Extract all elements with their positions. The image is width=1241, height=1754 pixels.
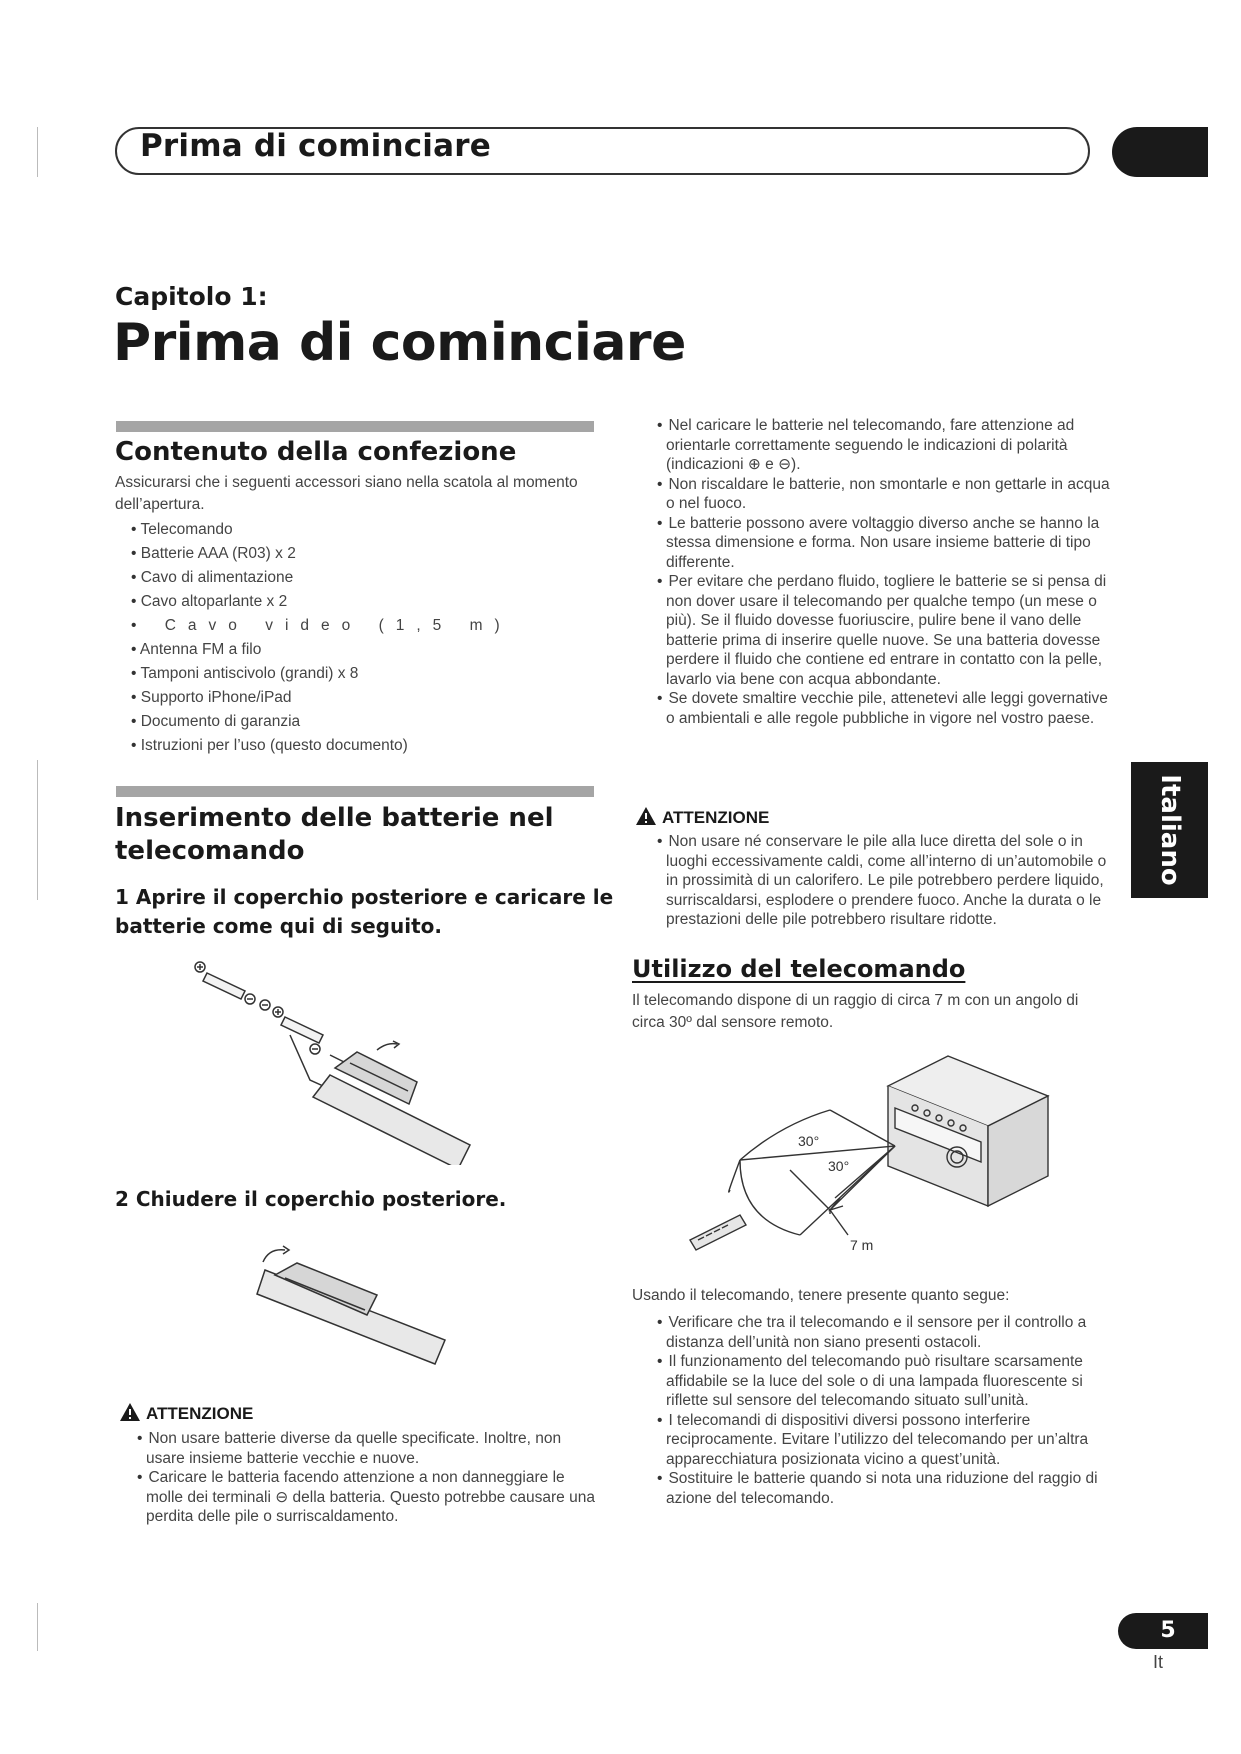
list-item: • Per evitare che perdano fluido, togliere le batterie se si pensa di non dover usare il telecomando per qualche tempo (un mese o più). Se il fluido dovesse fuoriuscire, pulire bene il vano delle batterie prima di inserire quelle nuove. Se una batteria dovesse perdere il fluido che contiene ed entrare in contatto con la pelle, lavarlo via bene con acqua abbondante. — [648, 572, 1118, 689]
language-tab — [1131, 762, 1208, 898]
header-title: Prima di cominciare — [140, 128, 491, 164]
remote-intro: Il telecomando dispone di un raggio di circa 7 m con un angolo di circa 30º dal sensore remoto. — [632, 992, 1079, 1031]
section-heading-remote: Utilizzo del telecomando — [632, 955, 966, 983]
list-item: • Antenna FM a filo — [131, 638, 591, 662]
section-heading-batteries-1: Inserimento delle batterie nel — [115, 803, 554, 833]
chapter-label: Capitolo 1: — [115, 282, 268, 311]
warning-icon — [119, 1402, 141, 1422]
close-cover-illustration — [255, 1240, 455, 1370]
battery-insertion-illustration — [185, 955, 525, 1165]
step2-heading: 2 Chiudere il coperchio posteriore. — [115, 1187, 507, 1211]
right-warning — [648, 832, 1108, 930]
chapter-title: Prima di cominciare — [113, 313, 686, 373]
list-item: • Istruzioni per l’uso (questo documento) — [131, 734, 591, 758]
list-item: • Batterie AAA (R03) x 2 — [131, 542, 591, 566]
list-item: • Cavo altoparlante x 2 — [131, 590, 591, 614]
list-item: • Le batterie possono avere voltaggio diverso anche se hanno la stessa dimensione e forma. Non usare insieme batterie di tipo differente. — [648, 514, 1118, 573]
contents-intro: Assicurarsi che i seguenti accessori siano nella scatola al momento dell’apertura. — [115, 474, 578, 513]
battery-precautions — [648, 416, 1118, 728]
warning-title — [119, 1402, 253, 1424]
list-item: • Il funzionamento del telecomando può risultare scarsamente affidabile se la luce del sole o di una lampada fluorescente si riflette sul sensore del telecomando situato sull’unità. — [648, 1352, 1113, 1411]
margin-rule — [37, 760, 38, 900]
section-heading-batteries-2: telecomando — [115, 836, 305, 866]
warning-title — [635, 806, 769, 828]
margin-rule — [37, 1603, 38, 1651]
contents-list — [131, 518, 591, 758]
list-item: • Tamponi antiscivolo (grandi) x 8 — [131, 662, 591, 686]
angle-label-2: 30° — [828, 1158, 850, 1174]
warning-icon — [635, 806, 657, 826]
list-item: • Caricare le batteria facendo attenzione a non danneggiare le molle dei terminali ⊖ della batteria. Questo potrebbe causare una perdita delle pile o surriscaldamento. — [128, 1468, 598, 1527]
distance-label: 7 m — [850, 1237, 874, 1253]
list-item: • Non riscaldare le batterie, non smontarle e non gettarle in acqua o nel fuoco. — [648, 475, 1118, 514]
header-tab — [1112, 127, 1208, 177]
list-item: • Sostituire le batterie quando si nota una riduzione del raggio di azione del telecomando. — [648, 1469, 1113, 1508]
warning-title-text: ATTENZIONE — [146, 1404, 254, 1423]
list-item: • Se dovete smaltire vecchie pile, attenetevi alle leggi governative o ambientali e alle regole pubbliche in vigore nel vostro paese. — [648, 689, 1118, 728]
remote-notes — [648, 1313, 1113, 1508]
section-divider — [116, 786, 594, 797]
list-item: • Telecomando — [131, 518, 591, 542]
remote-lead: Usando il telecomando, tenere presente quanto segue: — [632, 1287, 1010, 1304]
list-item: • Non usare batterie diverse da quelle specificate. Inoltre, non usare insieme batterie vecchie e nuove. — [128, 1429, 598, 1468]
language-tab-label: Italiano — [1154, 774, 1185, 886]
list-item: • Documento di garanzia — [131, 710, 591, 734]
list-item: • Cavo video (1,5 m) — [131, 614, 591, 638]
list-item: • Cavo di alimentazione — [131, 566, 591, 590]
section-heading-contents: Contenuto della confezione — [115, 437, 517, 467]
margin-rule — [37, 127, 38, 177]
remote-range-diagram — [680, 1050, 1060, 1280]
list-item: • Nel caricare le batterie nel telecomando, fare attenzione ad orientarle correttamente seguendo le indicazioni di polarità (indicazioni ⊕ e ⊖). — [648, 416, 1118, 475]
page-number: 5 — [1118, 1613, 1208, 1649]
list-item: • Supporto iPhone/iPad — [131, 686, 591, 710]
section-divider — [116, 421, 594, 432]
language-code: It — [1153, 1652, 1164, 1672]
list-item: • Non usare né conservare le pile alla luce diretta del sole o in luoghi eccessivamente caldi, come all’interno di un’automobile o in prossimità di un calorifero. Le pile potrebbero perdere liquido, surriscaldarsi, esplodere o prendere fuoco. Anche la durata o le prestazioni delle pile potrebbero risultare ridotte. — [648, 832, 1108, 930]
step1-heading-2: batterie come qui di seguito. — [115, 914, 442, 938]
angle-label-1: 30° — [798, 1133, 820, 1149]
step1-heading-1: 1 Aprire il coperchio posteriore e caricare le — [115, 885, 614, 909]
warning-title-text: ATTENZIONE — [662, 808, 770, 827]
list-item: • I telecomandi di dispositivi diversi possono interferire reciprocamente. Evitare l’utilizzo del telecomando per un’altra apparecchiatura posizionata vicino a quest’unità. — [648, 1411, 1113, 1470]
battery-warnings — [128, 1429, 598, 1527]
list-item: • Verificare che tra il telecomando e il sensore per il controllo a distanza dell’unità non siano presenti ostacoli. — [648, 1313, 1113, 1352]
